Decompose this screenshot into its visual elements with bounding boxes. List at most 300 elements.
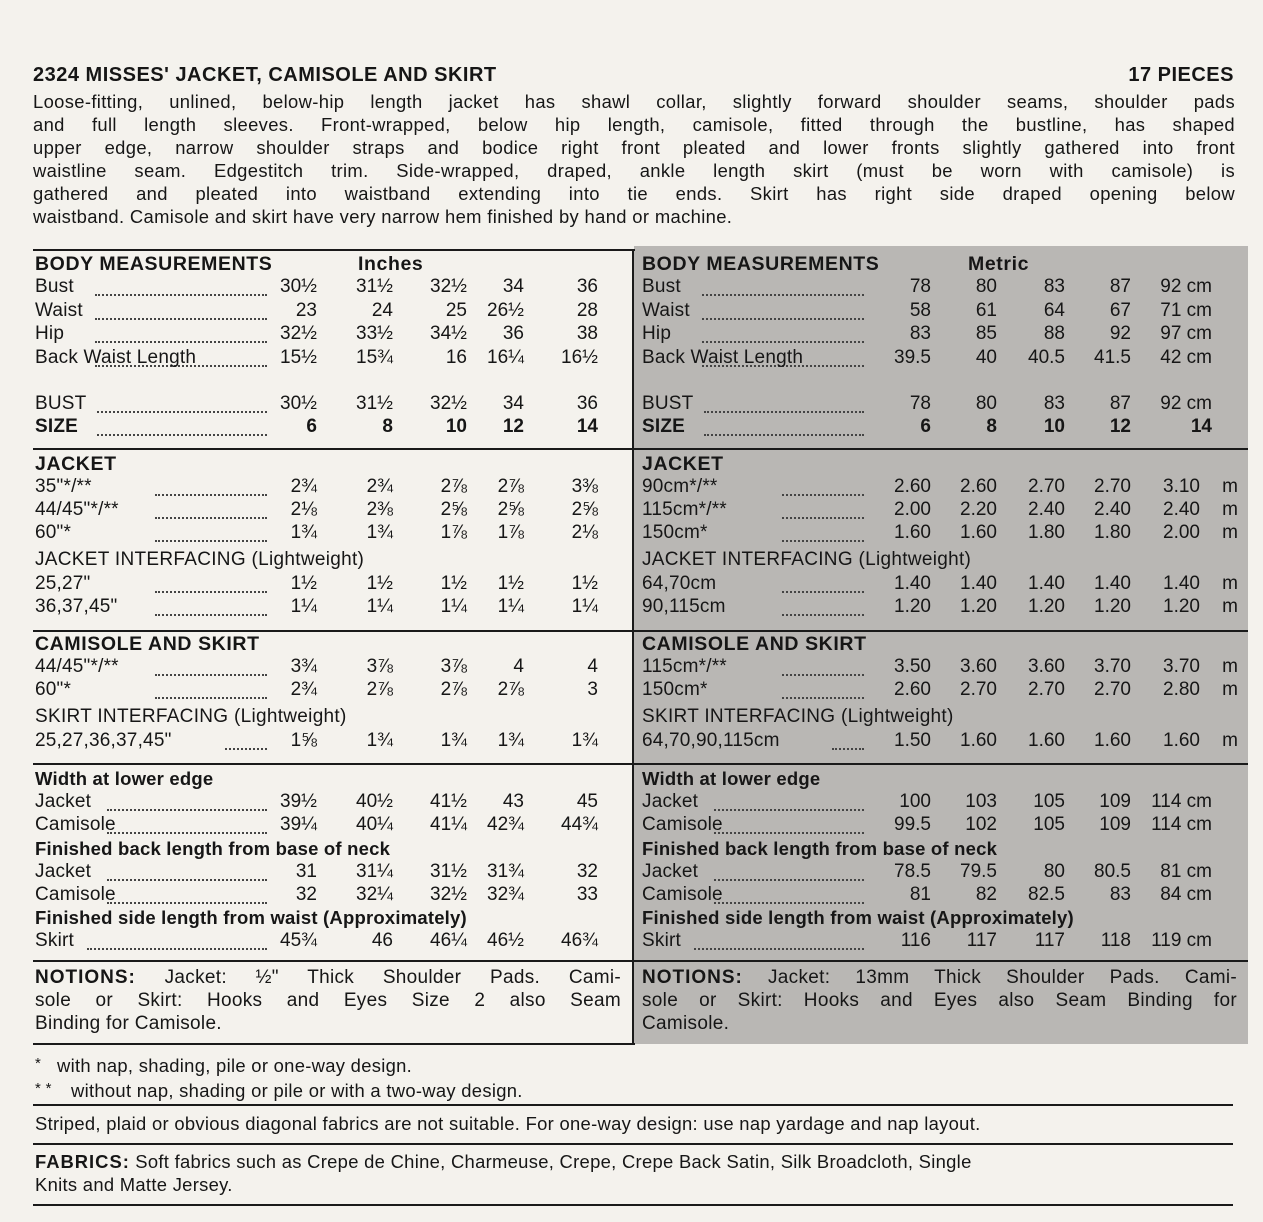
row-value: 117 (966, 930, 997, 951)
row-value: 2.40 (1028, 499, 1065, 520)
notions-label: NOTIONS: (35, 967, 136, 988)
row-value: 83 (1043, 276, 1065, 297)
row-value: 116 (900, 930, 931, 951)
notions-line (35, 1012, 621, 1035)
table-row (642, 679, 1242, 702)
row-value: 12 (502, 416, 524, 437)
notions-line (35, 989, 621, 1012)
row-value: 39½ (280, 791, 317, 812)
table-row (642, 499, 1242, 522)
row-value: 80 (975, 393, 997, 414)
row-value: 61 (975, 299, 997, 321)
leader-dots (155, 573, 267, 593)
leader-dots (782, 596, 864, 616)
leader-dots (702, 276, 864, 296)
row-value: 2.70 (1094, 476, 1131, 497)
row-value: 16¼ (487, 346, 524, 368)
notions-text: Binding for Camisole. (35, 1013, 222, 1034)
row-label: 60"* (35, 522, 72, 543)
leader-dots (95, 276, 267, 296)
row-value: 34 (502, 276, 524, 297)
table-row (642, 476, 1242, 499)
row-label: Waist (642, 299, 690, 321)
table-row (35, 656, 625, 679)
row-label: Skirt (642, 930, 681, 951)
section-title-side-length: Finished side length from waist (Approximately) (642, 907, 1074, 928)
table-row (35, 679, 625, 702)
notions-block (35, 966, 621, 1035)
row-value: 32 (576, 861, 598, 882)
row-value: 4 (587, 656, 598, 677)
warning-text: Striped, plaid or obvious diagonal fabrics are not suitable. For one-way design: use nap yardage and nap layout. (35, 1113, 981, 1134)
row-value: 34 (502, 393, 524, 414)
row-value: 2¾ (366, 476, 393, 497)
section-title-body: BODY MEASUREMENTS (642, 253, 880, 275)
row-value: 2.40 (1094, 499, 1131, 520)
row-value: 1½ (571, 573, 598, 594)
table-row (642, 393, 1242, 416)
row-value: 2.40 (1163, 499, 1200, 520)
section-title-side-length: Finished side length from waist (Approximately) (35, 907, 467, 928)
row-value: 71 cm (1160, 299, 1212, 321)
row-label: Back Waist Length (642, 346, 804, 368)
row-value: 2.70 (960, 679, 997, 700)
row-value: 81 (909, 884, 931, 905)
row-unit: m (1222, 596, 1238, 617)
pattern-title: 2324 MISSES' JACKET, CAMISOLE AND SKIRT (33, 64, 497, 86)
row-value: 30½ (280, 276, 317, 297)
row-value: 1.20 (1163, 596, 1200, 617)
table-row (35, 930, 625, 953)
section-title-body: BODY MEASUREMENTS (35, 253, 273, 275)
section-title-width: Width at lower edge (35, 768, 214, 789)
row-value: 14 (1190, 416, 1212, 437)
table-row (642, 656, 1242, 679)
section-title-back-length: Finished back length from base of neck (35, 838, 391, 859)
section-title-skirt-interfacing: SKIRT INTERFACING (Lightweight) (642, 706, 954, 727)
row-value: 2.00 (894, 499, 931, 520)
section-title-skirt-interfacing: SKIRT INTERFACING (Lightweight) (35, 706, 347, 727)
table-row (642, 791, 1242, 814)
row-label: Camisole (642, 884, 723, 905)
fabrics-text: Soft fabrics such as Crepe de Chine, Charmeuse, Crepe, Crepe Back Satin, Silk Broadcloth, Single (129, 1151, 972, 1172)
row-value: 2.70 (1094, 679, 1131, 700)
row-value: 1½ (440, 573, 467, 594)
row-value: 1¾ (440, 730, 467, 751)
row-value: 1½ (497, 573, 524, 594)
leader-dots (155, 476, 267, 496)
row-value: 33 (576, 884, 598, 905)
table-row (642, 323, 1242, 346)
row-value: 32½ (430, 276, 467, 297)
row-value: 2⅛ (290, 499, 317, 520)
row-label: SIZE (35, 416, 79, 437)
table-row (642, 573, 1242, 596)
row-value: 28 (576, 299, 598, 321)
fabrics-note (35, 1150, 972, 1196)
row-value: 87 (1109, 276, 1131, 297)
row-value: 42 cm (1160, 346, 1212, 368)
row-value: 81 cm (1160, 861, 1212, 882)
row-value: 78 (909, 393, 931, 414)
section-title-back-length: Finished back length from base of neck (642, 838, 998, 859)
notions-line (642, 1012, 1237, 1035)
row-label: 115cm*/** (642, 656, 727, 677)
row-value: 38 (576, 323, 598, 344)
row-value: 31½ (430, 861, 467, 882)
table-row (642, 300, 1242, 323)
row-value: 1.60 (1163, 730, 1200, 751)
row-value: 3⅞ (366, 656, 393, 677)
row-value: 46¼ (430, 930, 467, 951)
notions-text: Camisole. (642, 1013, 730, 1034)
table-row (642, 522, 1242, 545)
table-row (35, 416, 625, 439)
notions-line (35, 966, 621, 989)
row-label: Bust (642, 276, 681, 297)
leader-dots (107, 814, 267, 834)
row-value: 3.70 (1094, 656, 1131, 677)
row-label: Jacket (642, 861, 699, 882)
row-value: 3⅜ (571, 476, 598, 497)
leader-dots (97, 393, 267, 413)
row-value: 45¾ (280, 930, 317, 951)
row-value: 1.40 (1163, 573, 1200, 594)
row-value: 67 (1109, 299, 1131, 321)
row-value: 3.70 (1163, 656, 1200, 677)
row-value: 1.50 (894, 730, 931, 751)
section-title-jacket: JACKET (35, 453, 117, 475)
table-row (35, 791, 625, 814)
row-value: 23 (295, 299, 317, 321)
row-value: 1¼ (571, 596, 598, 617)
row-value: 3.50 (894, 656, 931, 677)
row-value: 1¼ (366, 596, 393, 617)
notions-text: Jacket: ½" Thick Shoulder Pads. Cami- (135, 967, 621, 988)
leader-dots (702, 323, 864, 343)
row-label: Waist (35, 299, 83, 321)
row-value: 1.60 (960, 522, 997, 543)
row-value: 1.60 (894, 522, 931, 543)
table-row (642, 416, 1242, 439)
pieces-count: 17 PIECES (1128, 64, 1234, 86)
row-unit: m (1222, 573, 1238, 594)
row-value: 24 (371, 299, 393, 321)
panel-divider (632, 250, 634, 1044)
row-value: 103 (965, 791, 997, 812)
section-title-jacket: JACKET (642, 453, 724, 475)
row-label: Jacket (35, 861, 92, 882)
row-value: 40¼ (356, 814, 393, 835)
row-value: 3.10 (1163, 476, 1200, 497)
row-value: 99.5 (894, 814, 931, 835)
table-row (35, 393, 625, 416)
row-value: 2.80 (1163, 679, 1200, 700)
row-value: 1¾ (366, 730, 393, 751)
footnotes (35, 1052, 523, 1102)
row-value: 78 (909, 276, 931, 297)
row-label: 64,70cm (642, 573, 717, 594)
row-value: 82 (975, 884, 997, 905)
unit-label: Inches (358, 253, 424, 275)
row-value: 1⅝ (290, 730, 317, 751)
footnote-mark: * * (35, 1080, 52, 1097)
description-line: upper edge, narrow shoulder straps and bodice right front pleated and lower fronts slightly gathered into front (33, 137, 1235, 158)
leader-dots (225, 730, 267, 750)
leader-dots (155, 596, 267, 616)
leader-dots (714, 814, 864, 834)
row-value: 26½ (487, 299, 524, 321)
row-value: 2.60 (894, 476, 931, 497)
leader-dots (782, 499, 864, 519)
row-value: 109 (1099, 791, 1131, 812)
row-value: 39¼ (280, 814, 317, 835)
leader-dots (782, 522, 864, 542)
row-value: 1⅞ (497, 522, 524, 543)
section-title-camisole-skirt: CAMISOLE AND SKIRT (35, 633, 260, 655)
leader-dots (782, 679, 864, 699)
table-row (35, 476, 625, 499)
table-row (642, 730, 1242, 753)
row-value: 34½ (430, 323, 467, 344)
row-value: 105 (1033, 814, 1065, 835)
row-unit: m (1222, 476, 1238, 497)
row-value: 10 (445, 416, 467, 437)
section-title-camisole-skirt: CAMISOLE AND SKIRT (642, 633, 867, 655)
row-label: 60"* (35, 679, 72, 700)
row-value: 41¼ (430, 814, 467, 835)
table-row (642, 814, 1242, 837)
row-value: 2.60 (960, 476, 997, 497)
row-label: 25,27" (35, 573, 91, 594)
row-value: 64 (1043, 299, 1065, 321)
row-label: Skirt (35, 930, 74, 951)
row-value: 4 (513, 656, 524, 677)
leader-dots (155, 679, 267, 699)
row-value: 31¼ (356, 861, 393, 882)
row-value: 1.60 (1094, 730, 1131, 751)
row-value: 1.60 (960, 730, 997, 751)
footnote-text: without nap, shading or pile or with a two-way design. (71, 1080, 523, 1101)
row-value: 92 cm (1160, 276, 1212, 297)
table-row (642, 276, 1242, 299)
table-row (35, 522, 625, 545)
row-label: SIZE (642, 416, 686, 437)
row-label: 25,27,36,37,45" (35, 730, 172, 751)
row-value: 1½ (290, 573, 317, 594)
row-value: 114 cm (1151, 791, 1212, 812)
row-value: 1.40 (1028, 573, 1065, 594)
description-line: waistband. Camisole and skirt have very narrow hem finished by hand or machine. (33, 206, 733, 227)
row-value: 1.20 (1028, 596, 1065, 617)
row-value: 92 cm (1160, 393, 1212, 414)
description-line: waistline seam. Edgestitch trim. Side-wrapped, draped, ankle length skirt (must be worn with camisole) is (33, 160, 1235, 181)
notions-block (642, 966, 1237, 1035)
row-value: 39.5 (894, 346, 931, 368)
row-value: 14 (576, 416, 598, 437)
table-row (35, 730, 625, 753)
row-value: 31 (295, 861, 317, 882)
table-row (35, 596, 625, 619)
row-label: Jacket (642, 791, 699, 812)
row-value: 1.60 (1028, 730, 1065, 751)
row-value: 1.40 (894, 573, 931, 594)
table-row (35, 347, 625, 370)
row-value: 30½ (280, 393, 317, 414)
row-value: 117 (1034, 930, 1065, 951)
row-value: 36 (576, 276, 598, 297)
row-label: 35"*/** (35, 476, 92, 497)
row-value: 85 (975, 323, 997, 344)
table-row (35, 276, 625, 299)
leader-dots (702, 300, 864, 320)
row-value: 15¾ (356, 346, 393, 368)
unit-label: Metric (968, 253, 1030, 275)
row-value: 41.5 (1094, 346, 1131, 368)
row-value: 32½ (430, 393, 467, 414)
leader-dots (694, 930, 864, 950)
row-value: 8 (986, 416, 997, 437)
table-row (642, 930, 1242, 953)
table-row (642, 884, 1242, 907)
row-unit: m (1222, 656, 1238, 677)
row-unit: m (1222, 499, 1238, 520)
row-value: 40.5 (1028, 346, 1065, 368)
notions-text: Jacket: 13mm Thick Shoulder Pads. Cami- (742, 967, 1237, 988)
row-value: 1.80 (1094, 522, 1131, 543)
row-value: 1.40 (1094, 573, 1131, 594)
row-value: 1.20 (1094, 596, 1131, 617)
row-label: Back Waist Length (35, 346, 197, 368)
leader-dots (155, 522, 267, 542)
row-value: 1.20 (894, 596, 931, 617)
description-line: gathered and pleated into waistband extending into tie ends. Skirt has right side draped opening below (33, 183, 1235, 204)
leader-dots (782, 573, 864, 593)
row-value: 102 (965, 814, 997, 835)
row-value: 12 (1109, 416, 1131, 437)
leader-dots (782, 656, 864, 676)
row-value: 87 (1109, 393, 1131, 414)
fabric-warning (35, 1112, 981, 1135)
leader-dots (95, 323, 267, 343)
row-value: 109 (1099, 814, 1131, 835)
inches-panel (35, 0, 625, 1222)
row-value: 42¾ (487, 814, 524, 835)
row-value: 79.5 (960, 861, 997, 882)
row-value: 2⅞ (440, 476, 467, 497)
row-value: 1¼ (497, 596, 524, 617)
row-label: 115cm*/** (642, 499, 727, 520)
description-line: Loose-fitting, unlined, below-hip length jacket has shawl collar, slightly forward shoulder seams, shoulder pads (33, 91, 1235, 112)
row-value: 82.5 (1028, 884, 1065, 905)
row-value: 31¾ (487, 861, 524, 882)
table-row (35, 573, 625, 596)
table-row (35, 300, 625, 323)
row-value: 105 (1033, 791, 1065, 812)
row-value: 40 (975, 346, 997, 368)
row-label: 64,70,90,115cm (642, 730, 780, 751)
row-value: 2⅜ (366, 499, 393, 520)
row-value: 1¾ (571, 730, 598, 751)
leader-dots (155, 656, 267, 676)
leader-dots (107, 791, 267, 811)
table-row (35, 499, 625, 522)
row-label: 44/45"*/** (35, 656, 119, 677)
leader-dots (155, 499, 267, 519)
row-value: 1¼ (440, 596, 467, 617)
leader-dots (704, 416, 864, 436)
row-value: 1¾ (290, 522, 317, 543)
row-label: 150cm* (642, 522, 708, 543)
row-value: 2.60 (894, 679, 931, 700)
leader-dots (782, 476, 864, 496)
row-value: 1.80 (1028, 522, 1065, 543)
notions-label: NOTIONS: (642, 967, 743, 988)
leader-dots (832, 730, 864, 750)
row-value: 2⅝ (571, 499, 598, 520)
row-value: 36 (502, 323, 524, 344)
row-label: Hip (35, 323, 65, 344)
leader-dots (107, 884, 267, 904)
row-value: 58 (909, 299, 931, 321)
table-row (35, 884, 625, 907)
table-row (35, 323, 625, 346)
row-value: 44¾ (561, 814, 598, 835)
table-row (642, 347, 1242, 370)
row-value: 119 cm (1151, 930, 1212, 951)
row-value: 45 (576, 791, 598, 812)
row-value: 32¼ (356, 884, 393, 905)
row-value: 2.70 (1028, 476, 1065, 497)
row-value: 33½ (356, 323, 393, 344)
row-value: 88 (1043, 323, 1065, 344)
row-value: 2⅞ (440, 679, 467, 700)
row-value: 83 (1043, 393, 1065, 414)
footnote-text: with nap, shading, pile or one-way design. (57, 1055, 413, 1076)
row-label: 150cm* (642, 679, 708, 700)
section-title-jacket-interfacing: JACKET INTERFACING (Lightweight) (642, 549, 972, 570)
row-value: 2⅞ (366, 679, 393, 700)
leader-dots (107, 861, 267, 881)
row-label: 90cm*/** (642, 476, 718, 497)
row-label: Hip (642, 323, 672, 344)
row-value: 32½ (280, 323, 317, 344)
row-value: 31½ (356, 276, 393, 297)
row-value: 78.5 (894, 861, 931, 882)
row-value: 15½ (280, 346, 317, 368)
row-label: BUST (35, 393, 87, 414)
row-value: 118 (1100, 930, 1131, 951)
notions-text: sole or Skirt: Hooks and Eyes Size 2 also Seam (35, 990, 621, 1011)
row-value: 1¾ (366, 522, 393, 543)
row-value: 3.60 (960, 656, 997, 677)
row-value: 8 (382, 416, 393, 437)
row-label: Camisole (35, 814, 116, 835)
row-value: 3¾ (290, 656, 317, 677)
row-value: 2.20 (960, 499, 997, 520)
row-value: 3⅞ (440, 656, 467, 677)
table-row (35, 814, 625, 837)
fabrics-text: Knits and Matte Jersey. (35, 1174, 233, 1195)
row-value: 1⅞ (440, 522, 467, 543)
row-value: 2⅞ (497, 476, 524, 497)
row-value: 10 (1043, 416, 1065, 437)
row-label: 44/45"*/** (35, 499, 119, 520)
row-value: 92 (1109, 323, 1131, 344)
row-unit: m (1222, 522, 1238, 543)
notions-line (642, 989, 1237, 1012)
row-value: 1¼ (290, 596, 317, 617)
